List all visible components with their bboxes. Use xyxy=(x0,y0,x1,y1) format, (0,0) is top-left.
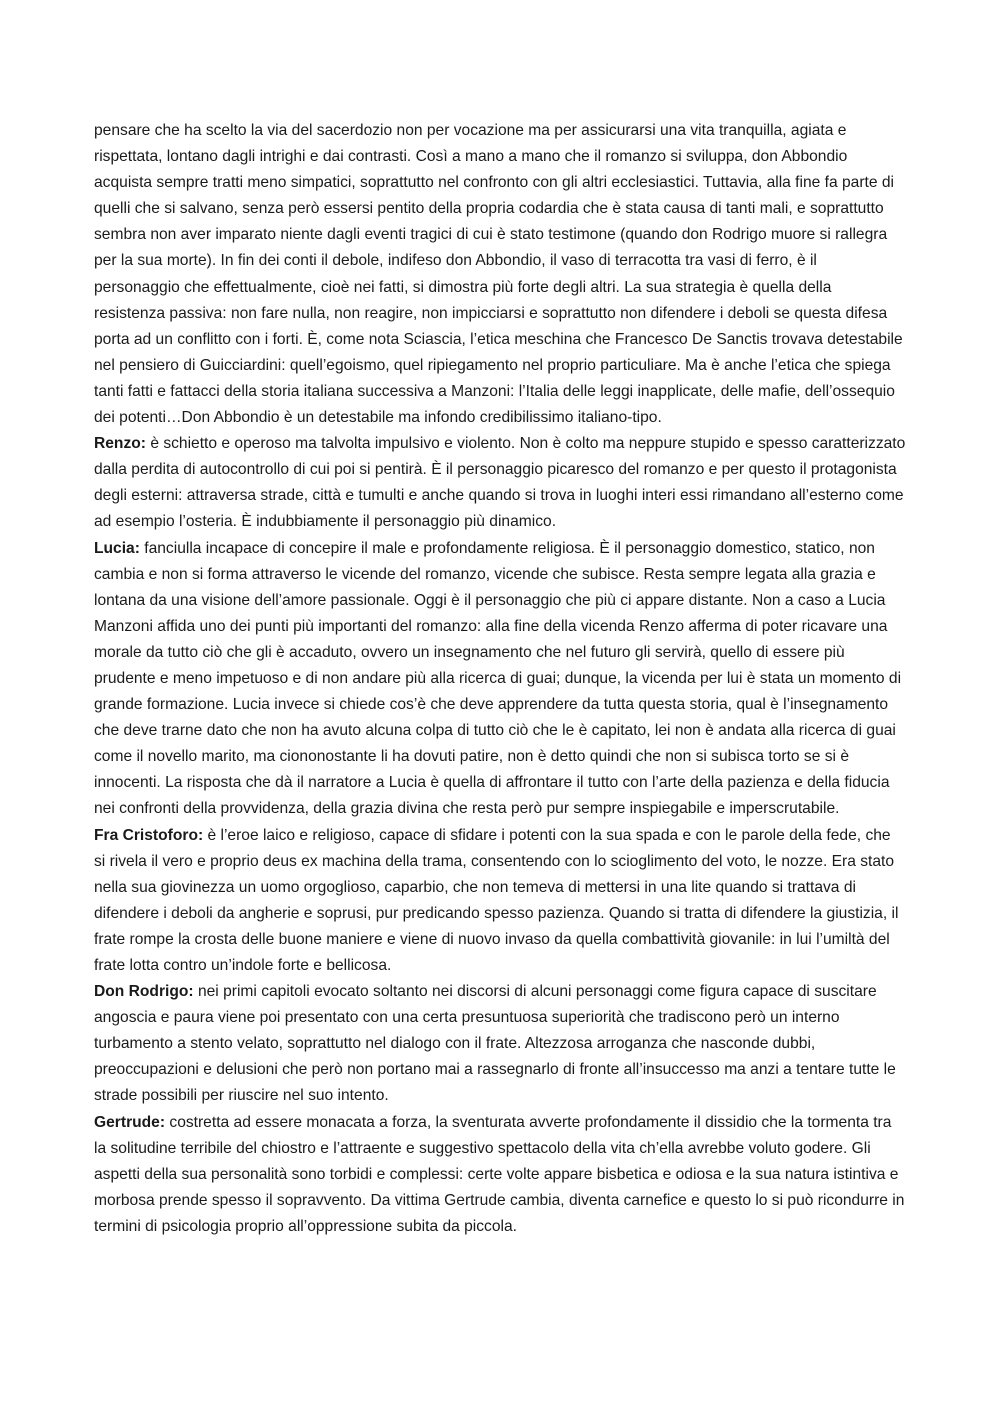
character-text-fra-cristoforo: è l’eroe laico e religioso, capace di sfidare i potenti con la sua spada e con le parole della fede, che si rivela il vero e proprio deus ex machina della trama, consentendo con lo scioglimento del voto, le nozze. Era stato nella sua giovinezza un uomo orgoglioso, caparbio, che non temeva di mettersi in una lite quando si trattava di difendere i deboli da angherie e soprusi, pur predicando spesso pazienza. Quando si tratta di difendere la giustizia, il frate rompe la crosta delle buone maniere e viene di nuovo invaso da quella combattività giovanile: in lui l’umiltà del frate lotta contro un’indole forte e bellicosa. xyxy=(94,826,899,974)
character-name-don-rodrigo: Don Rodrigo: xyxy=(94,983,194,1001)
character-text-don-rodrigo: nei primi capitoli evocato soltanto nei discorsi di alcuni personaggi come figura capace di suscitare angoscia e paura viene poi presentato con una certa presuntuosa superiorità che tradiscono però un interno turbamento a stento velato, soprattutto nel dialogo con il frate. Altezzosa arroganza che nasconde dubbi, preoccupazioni e delusioni che però non portano mai a rassegnarlo di fronte all’insuccesso ma anzi a tentare tutte le strade possibili per riuscire nel suo intento. xyxy=(94,983,896,1105)
paragraph-don-abbondio: pensare che ha scelto la via del sacerdozio non per vocazione ma per assicurarsi una vita tranquilla, agiata e rispettata, lontano dagli intrighi e dai contrasti. Così a mano a mano che il romanzo si sviluppa, don Abbondio acquista sempre tratti meno simpatici, soprattutto nel confronto con gli altri ecclesiastici. Tuttavia, alla fine fa parte di quelli che si salvano, senza però essersi pentito della propria codardia che è stata causa di tanti mali, e soprattutto sembra non aver imparato niente dagli eventi tragici di cui è stato testimone (quando don Rodrigo muore si rallegra per la sua morte). In fin dei conti il debole, indifeso don Abbondio, il vaso di terracotta tra vasi di ferro, è il personaggio che effettualmente, cioè nei fatti, si dimostra più forte degli altri. La sua strategia è quella della resistenza passiva: non fare nulla, non reagire, non impicciarsi e soprattutto non difendere i deboli se questa difesa porta ad un conflitto con i forti. È, come nota Sciascia, l’etica meschina che Francesco De Sanctis trovava detestabile nel pensiero di Guicciardini: quell’egoismo, quel ripiegamento nel proprio particuliare. Ma è anche l’etica che spiega tanti fatti e fattacci della storia italiana successiva a Manzoni: l’Italia delle leggi inapplicate, delle mafie, dell’ossequio dei potenti…Don Abbondio è un detestabile ma infondo credibilissimo italiano-tipo. xyxy=(94,122,903,427)
paragraph-don-rodrigo xyxy=(94,979,906,1109)
paragraph-renzo xyxy=(94,431,906,535)
character-text-renzo: è schietto e operoso ma talvolta impulsivo e violento. Non è colto ma neppure stupido e spesso caratterizzato dalla perdita di autocontrollo di cui poi si pentirà. È il personaggio picaresco del romanzo e per questo il protagonista degli esterni: attraversa strade, città e tumulti e anche quando si trova in luoghi interi essi rimandano all’esterno come ad esempio l’osteria. È indubbiamente il personaggio più dinamico. xyxy=(94,435,906,531)
character-text-lucia: fanciulla incapace di concepire il male e profondamente religiosa. È il personaggio domestico, statico, non cambia e non si forma attraverso le vicende del romanzo, vicende che subisce. Resta sempre legata alla grazia e lontana da una visione dell’amore passionale. Oggi è il personaggio che più ci appare distante. Non a caso a Lucia Manzoni affida uno dei punti più importanti del romanzo: alla fine della vicenda Renzo afferma di poter ricavare una morale da tutto ciò che gli è accaduto, ovvero un insegnamento che nel futuro gli servirà, quello di essere più prudente e meno impetuoso e di non andare più alla ricerca di guai; dunque, la vicenda per lui è stata un momento di grande formazione. Lucia invece si chiede cos’è che deve apprendere da tutta questa storia, qual è l’insegnamento che deve trarne dato che non ha avuto alcuna colpa di tutto ciò che le è capitato, lei non è andata alla ricerca di guai come il novello marito, ma ciononostante li ha dovuti patire, non è detto quindi che non si subisca torto se si è innocenti. La risposta che dà il narratore a Lucia è quella di affrontare il tutto con l’arte della pazienza e della fiducia nei confronti della provvidenza, della grazia divina che resta però pur sempre inspiegabile e imperscrutabile. xyxy=(94,539,902,818)
character-name-lucia: Lucia: xyxy=(94,539,140,557)
character-name-fra-cristoforo: Fra Cristoforo: xyxy=(94,826,204,844)
paragraph-fra-cristoforo xyxy=(94,823,906,980)
paragraph-lucia xyxy=(94,536,906,823)
character-text-gertrude: costretta ad essere monacata a forza, la sventurata avverte profondamente il dissidio che la tormenta tra la solitudine terribile del chiostro e l’attraente e suggestivo spettacolo della vita ch’ella avrebbe voluto godere. Gli aspetti della sua personalità sono torbidi e complessi: certe volte appare bisbetica e odiosa e la sua natura istintiva e morbosa prende spesso il sopravvento. Da vittima Gertrude cambia, diventa carnefice e questo lo si può ricondurre in termini di psicologia proprio all’oppressione subita da piccola. xyxy=(94,1113,905,1235)
paragraph-gertrude xyxy=(94,1110,906,1240)
document-page xyxy=(94,118,906,1240)
character-name-gertrude: Gertrude: xyxy=(94,1113,166,1131)
character-name-renzo: Renzo: xyxy=(94,435,146,453)
